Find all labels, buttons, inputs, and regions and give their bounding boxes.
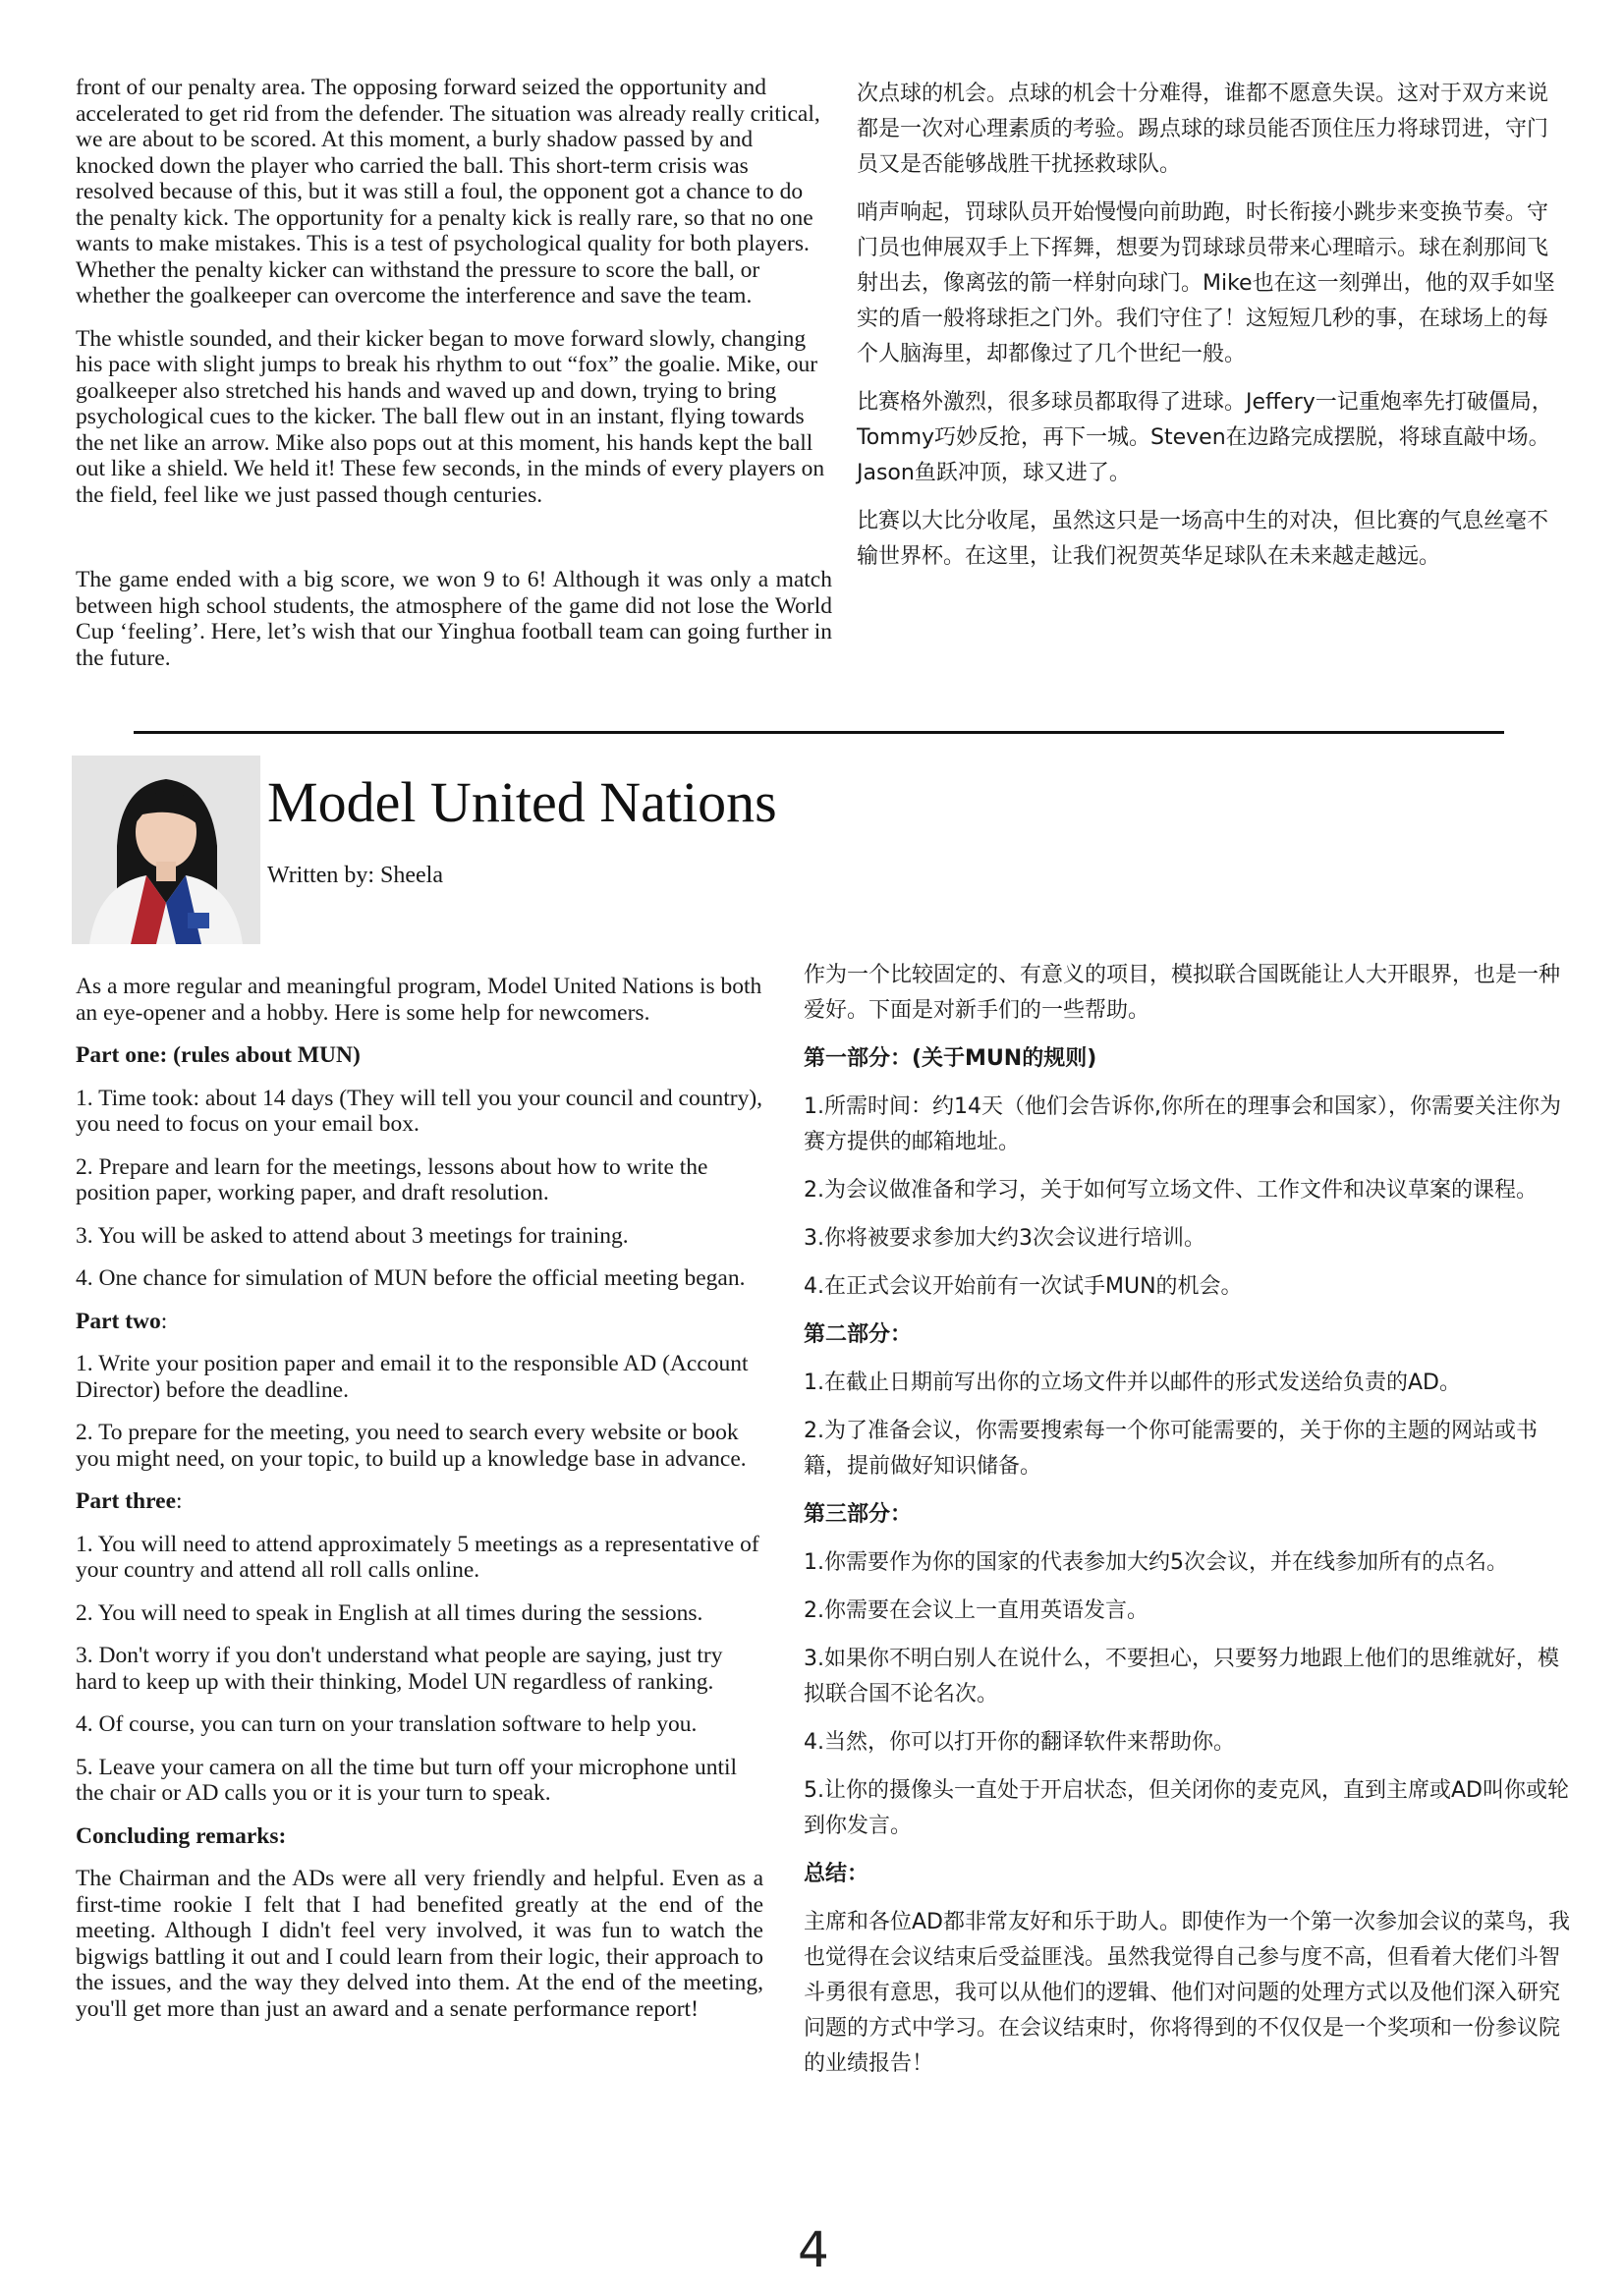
- mun-en-part3-item: 5. Leave your camera on all the time but turn off your microphone until the chair or AD calls you or it is your turn to speak.: [76, 1754, 738, 1806]
- mun-en-part3-item: 4. Of course, you can turn on your translation software to help you.: [76, 1711, 698, 1737]
- mun-zh-part3-item: 2.你需要在会议上一直用英语发言。: [804, 1598, 1148, 1623]
- mun-en-part1-item: 3. You will be asked to attend about 3 meetings for training.: [76, 1222, 629, 1249]
- mun-en-part1-item: 1. Time took: about 14 days (They will tell you your council and country), you need to focus on your email box.: [76, 1085, 763, 1137]
- mun-en-part2-item: 2. To prepare for the meeting, you need to search every website or book you might need, on your topic, to build up a knowledge base in advance.: [76, 1420, 747, 1472]
- mun-chinese-column: [804, 958, 1570, 2095]
- mun-en-part1-heading: Part one: (rules about MUN): [76, 1042, 361, 1068]
- mun-zh-part3-item: 3.如果你不明白别人在说什么，不要担心，只要努力地跟上他们的思维就好，模拟联合国不论名次。: [804, 1647, 1559, 1707]
- article-title: Model United Nations: [267, 770, 777, 834]
- mun-zh-part3-item: 5.让你的摄像头一直处于开启状态，但关闭你的麦克风，直到主席或AD叫你或轮到你发言。: [804, 1778, 1569, 1838]
- mun-zh-part3-item: 1.你需要作为你的国家的代表参加大约5次会议，并在线参加所有的点名。: [804, 1550, 1508, 1575]
- football-chinese-column: [857, 77, 1564, 588]
- football-en-paragraph-2: The whistle sounded, and their kicker began to move forward slowly, changing his pace with slight jumps to break his rhythm to out “fox” the goalie. Mike, our goalkeeper also stretched his hands and waved up and down, trying to bring psychological cues to the kicker. The ball flew out in an instant, flying towards the net like an arrow. Mike also pops out at this moment, his hands kept the ball out like a shield. We held it! These few seconds, in the minds of every players on the field, feel like we just passed though centuries.: [76, 325, 825, 508]
- section-divider: [134, 731, 1504, 734]
- mun-zh-concluding-heading: 总结：: [804, 1862, 869, 1886]
- football-zh-paragraph-1: 次点球的机会。点球的机会十分难得，谁都不愿意失误。这对于双方来说都是一次对心理素质的考验。踢点球的球员能否顶住压力将球罚进，守门员又是否能够战胜干扰拯救球队。: [857, 82, 1549, 177]
- mun-zh-part1-item: 2.为会议做准备和学习，关于如何写立场文件、工作文件和决议草案的课程。: [804, 1178, 1538, 1203]
- mun-zh-part2-heading: 第二部分：: [804, 1322, 913, 1347]
- mun-en-part1-item: 4. One chance for simulation of MUN before the official meeting began.: [76, 1265, 746, 1291]
- mun-en-part3-heading-text: Part three: [76, 1488, 176, 1514]
- mun-en-part1-item: 2. Prepare and learn for the meetings, lessons about how to write the position paper, working paper, and draft resolution.: [76, 1153, 708, 1205]
- mun-zh-part3-item: 4.当然，你可以打开你的翻译软件来帮助你。: [804, 1730, 1235, 1755]
- mun-zh-concluding-text: 主席和各位AD都非常友好和乐于助人。即使作为一个第一次参加会议的菜鸟，我也觉得在会议结束后受益匪浅。虽然我觉得自己参与度不高，但看着大佬们斗智斗勇很有意思，我可以从他们的逻辑、他们对问题的处理方式以及他们深入研究问题的方式中学习。在会议结束时，你将得到的不仅仅是一个奖项和一份参议院的业绩报告！: [804, 1910, 1570, 2076]
- author-portrait-icon: [72, 756, 260, 944]
- mun-en-part2-item: 1. Write your position paper and email it to the responsible AD (Account Director) before the deadline.: [76, 1351, 749, 1403]
- football-en-paragraph-3: The game ended with a big score, we won 9 to 6! Although it was only a match between high school students, the atmosphere of the game did not lose the World Cup ‘feeling’. Here, let’s wish that our Yinghua football team can going further in the future.: [76, 567, 832, 671]
- mun-en-concluding-heading: Concluding remarks:: [76, 1822, 287, 1849]
- article-byline: Written by: Sheela: [267, 863, 443, 888]
- mun-en-part3-heading: Part three:: [76, 1488, 183, 1514]
- author-photo: [72, 756, 260, 944]
- football-en-paragraph-1: front of our penalty area. The opposing forward seized the opportunity and accelerated to get rid from the defender. The situation was already really critical, we are about to be scored. At this moment, a burly shadow passed by and knocked down the player who carried the ball. This short-term crisis was resolved because of this, but it was still a foul, the opponent got a chance to do the penalty kick. The opportunity for a penalty kick is really rare, so that no one wants to make mistakes. This is a test of psychological quality for both players. Whether the penalty kicker can withstand the pressure to score the ball, or whether the goalkeeper can overcome the interference and save the team.: [76, 75, 820, 308]
- mun-zh-part2-item: 1.在截止日期前写出你的立场文件并以邮件的形式发送给负责的AD。: [804, 1371, 1461, 1395]
- mun-zh-part1-item: 4.在正式会议开始前有一次试手MUN的机会。: [804, 1274, 1243, 1299]
- page-number: 4: [798, 2221, 829, 2278]
- mun-en-part3-item: 2. You will need to speak in English at all times during the sessions.: [76, 1599, 703, 1626]
- football-zh-paragraph-2: 哨声响起，罚球队员开始慢慢向前助跑，时长衔接小跳步来变换节奏。守门员也伸展双手上下挥舞，想要为罚球球员带来心理暗示。球在刹那间飞射出去，像离弦的箭一样射向球门。Mike也在这一刻弹出，他的双手如坚实的盾一般将球拒之门外。我们守住了！这短短几秒的事，在球场上的每个人脑海里，却都像过了几个世纪一般。: [857, 200, 1555, 366]
- mun-en-part2-heading: Part two:: [76, 1308, 168, 1334]
- football-zh-paragraph-3: 比赛格外激烈，很多球员都取得了进球。Jeffery一记重炮率先打破僵局，Tommy巧妙反抢，再下一城。Steven在边路完成摆脱，将球直敲中场。Jason鱼跃冲顶，球又进了。: [857, 390, 1553, 485]
- mun-zh-part2-item: 2.为了准备会议，你需要搜索每一个你可能需要的，关于你的主题的网站或书籍，提前做好知识储备。: [804, 1419, 1538, 1479]
- mun-zh-part1-heading: 第一部分：(关于MUN的规则): [804, 1046, 1097, 1071]
- mun-zh-intro: 作为一个比较固定的、有意义的项目，模拟联合国既能让人大开眼界，也是一种爱好。下面是对新手们的一些帮助。: [804, 963, 1561, 1023]
- mun-en-part3-item: 3. Don't worry if you don't understand what people are saying, just try hard to keep up with their thinking, Model UN regardless of ranking.: [76, 1643, 723, 1695]
- mun-zh-part1-item: 3.你将被要求参加大约3次会议进行培训。: [804, 1226, 1205, 1251]
- mun-en-part3-item: 1. You will need to attend approximately 5 meetings as a representative of your country and attend all roll calls online.: [76, 1531, 759, 1583]
- mun-en-intro: As a more regular and meaningful program, Model United Nations is both an eye-opener and a hobby. Here is some help for newcomers.: [76, 974, 762, 1026]
- mun-english-column: [76, 974, 763, 2039]
- football-english-column: [76, 75, 832, 688]
- football-zh-paragraph-4: 比赛以大比分收尾，虽然这只是一场高中生的对决，但比赛的气息丝毫不输世界杯。在这里，让我们祝贺英华足球队在未来越走越远。: [857, 509, 1549, 569]
- mun-en-concluding-text: The Chairman and the ADs were all very friendly and helpful. Even as a first-time rookie I felt that I had benefited greatly at the end of the meeting. Although I didn't feel very involved, it was fun to watch the bigwigs battling it out and I could learn from their logic, their approach to the issues, and the way they delved into them. At the end of the meeting, you'll get more than just an award and a senate performance report!: [76, 1866, 763, 2022]
- mun-zh-part1-item: 1.所需时间：约14天（他们会告诉你,你所在的理事会和国家），你需要关注你为赛方提供的邮箱地址。: [804, 1094, 1561, 1154]
- mun-en-part2-heading-text: Part two: [76, 1308, 161, 1334]
- mun-zh-part3-heading: 第三部分：: [804, 1502, 913, 1527]
